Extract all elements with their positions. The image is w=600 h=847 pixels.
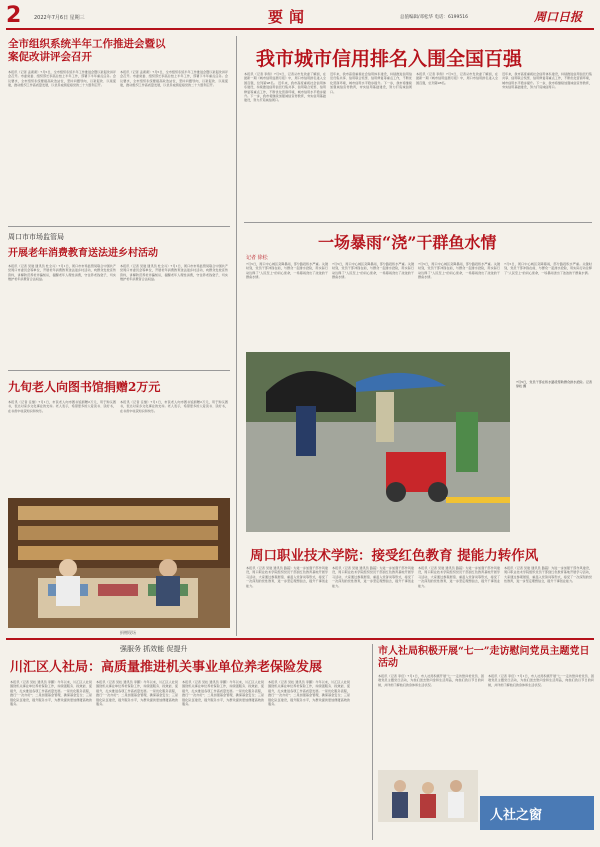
date-line: 2022年7月6日 星期三 (34, 15, 85, 21)
lead-body-col3: 本报讯（记者 李舸）7月5日，记者从市发改委了解到，在最新一期《城市信用监测月报》中，周口市信用排名进入全国百强，位列第98名。 (416, 72, 498, 85)
bottom-right-headline: 市人社局积极开展“七一”走访慰问党员主题党日活动 (378, 646, 590, 669)
photo-caption: 捐赠现场 (120, 630, 136, 635)
bottom-left-body: 本报讯（记者 吴松 通讯员 李鹏）今年以来，川汇区人社局围绕机关事业单位养老保险工作，持续强服务、抓效能、促提升，扎实推进各项工作高质量发展。一是优化服务流程，推行“一次办好”；二是加强基金管理，确保基金安全；三是强化队伍建设，提升服务水平，为群众提供更加便捷高效的服务。 (10, 680, 92, 707)
page-number: 2 (6, 3, 22, 28)
kicker: 强服务 抓效能 促提升 (120, 645, 188, 653)
library-photo-image (8, 498, 230, 628)
visit-photo-image (378, 770, 478, 822)
paper-name: 周口日报 (534, 10, 583, 24)
story-subtitle: 开展老年消费教育送法进乡村活动 (8, 248, 158, 259)
masthead-rule (6, 28, 594, 30)
lead-body: 本报讯（记者 李舸）7月5日，记者从市发改委了解到，在最新一期《城市信用监测月报》中，周口市信用排名进入全国百强，位列第98名。 近年来，我市高度重视社会信用体系建设，持续推进信用信息归集共享、信用联合奖惩、信用修复等重点工作，不断优化营商环境，城市信用水平稳步提升。下一步，我市将继续加强诚信宣传教育，夯实信用基础建设，努力打造诚信周口。 (244, 72, 326, 103)
lead-headline: 我市城市信用排名入围全国百强 (256, 48, 523, 70)
story-body: 本报讯（记者 吴建 通讯员 杜全兵）7月1日，周口市市场监管局联合中国共产党周口市委员会等单位，开展老年消费教育送法进乡村活动，向群众发放宣传资料，讲解防范养老诈骗知识，提醒老年人理性消费，守住养老钱袋子，切实维护老年消费者合法权益。 (8, 264, 116, 282)
bottom-right-body-col2: 本报讯（记者 李佳）7月1日，市人社局积极开展“七一”走访慰问老党员、困难党员主题党日活动，为他们送去慰问金和生活用品，向他们致以节日的问候，并详细了解他们的身体和生活状况。 (488, 674, 594, 687)
flood-body: 7月5日，周口中心城区突降暴雨，部分路段积水严重。关键时刻，党员干部冲锋在前，与群众一起排水抢险，用实际行动诠释了“人民至上”的初心使命，一场暴雨浇出了浓浓的干群鱼水情。 (246, 262, 328, 280)
flood-photo-image (246, 352, 510, 532)
flood-caption: 7月5日，党员干部在积水路段帮助群众排水抢险。记者 徐松 摄 (516, 380, 592, 389)
story-body-continued: 本报讯（记者 任继）7月1日，市民老人向市图书馆捐赠2万元，用于购买图书，表达对家乡文化事业的支持。老人表示，希望更多的人爱读书、读好书，在书香中收获知识和快乐。 (120, 400, 228, 413)
column-divider (372, 644, 373, 840)
bottom-left-body-col3: 本报讯（记者 吴松 通讯员 李鹏）今年以来，川汇区人社局围绕机关事业单位养老保险工作，持续强服务、抓效能、促提升，扎实推进各项工作高质量发展。一是优化服务流程，推行“一次办好”；二是加强基金管理，确保基金安全；三是强化队伍建设，提升服务水平，为群众提供更加便捷高效的服务。 (182, 680, 264, 707)
story-body-continued: 本报讯（记者 吴建 通讯员 杜全兵）7月1日，周口市市场监管局联合中国共产党周口市委员会等单位，开展老年消费教育送法进乡村活动，向群众发放宣传资料，讲解防范养老诈骗知识，提醒老年人理性消费，守住养老钱袋子，切实维护老年消费者合法权益。 (120, 264, 228, 282)
flood-body-col4: 7月5日，周口中心城区突降暴雨，部分路段积水严重。关键时刻，党员干部冲锋在前，与群众一起排水抢险，用实际行动诠释了“人民至上”的初心使命，一场暴雨浇出了浓浓的干群鱼水情。 (504, 262, 592, 275)
college-body-col2: 本报讯（记者 吴建 通讯员 路超）为进一步加强干部作风建设，周口职业技术学院组织党员干部到红色教育基地开展学习活动，大家通过参观展馆、重温入党誓词等形式，接受了一次深刻的党性教育，进一步坚定理想信念，提升干事创业能力。 (332, 566, 414, 588)
bottom-left-body-col4: 本报讯（记者 吴松 通讯员 李鹏）今年以来，川汇区人社局围绕机关事业单位养老保险工作，持续强服务、抓效能、促提升，扎实推进各项工作高质量发展。一是优化服务流程，推行“一次办好”；二是加强基金管理，确保基金安全；三是强化队伍建设，提升服务水平，为群众提供更加便捷高效的服务。 (268, 680, 350, 707)
column-title: 人社之窗 (490, 808, 543, 823)
column-divider (236, 36, 237, 636)
section-title: 要闻 (268, 8, 311, 26)
divider (8, 226, 230, 227)
story-title: 全市组织系统半年工作推进会暨以案促改讲评会召开 (8, 38, 166, 63)
bottom-left-headline: 川汇区人社局：高质量推进机关事业单位养老保险发展 (10, 660, 323, 675)
flood-headline: 一场暴雨“浇”干群鱼水情 (318, 233, 497, 252)
story-title: 九旬老人向图书馆捐赠2万元 (8, 380, 161, 394)
visit-photo (378, 770, 478, 822)
bottom-left-body-col2: 本报讯（记者 吴松 通讯员 李鹏）今年以来，川汇区人社局围绕机关事业单位养老保险工作，持续强服务、抓效能、促提升，扎实推进各项工作高质量发展。一是优化服务流程，推行“一次办好”；二是加强基金管理，确保基金安全；三是强化队伍建设，提升服务水平，为群众提供更加便捷高效的服务。 (96, 680, 178, 707)
editor-line: 总值编辑/邓松华 电话：6199516 (400, 15, 468, 20)
bottom-section-rule (6, 638, 594, 640)
byline: 记者 徐松 (246, 255, 268, 261)
college-headline: 周口职业技术学院：接受红色教育 提能力转作风 (250, 548, 539, 564)
flood-body-col2: 7月5日，周口中心城区突降暴雨，部分路段积水严重。关键时刻，党员干部冲锋在前，与群众一起排水抢险，用实际行动诠释了“人民至上”的初心使命，一场暴雨浇出了浓浓的干群鱼水情。 (332, 262, 414, 280)
college-body: 本报讯（记者 吴建 通讯员 路超）为进一步加强干部作风建设，周口职业技术学院组织党员干部到红色教育基地开展学习活动，大家通过参观展馆、重温入党誓词等形式，接受了一次深刻的党性教育，进一步坚定理想信念，提升干事创业能力。 (246, 566, 328, 588)
divider (244, 222, 592, 223)
college-body-col3: 本报讯（记者 吴建 通讯员 路超）为进一步加强干部作风建设，周口职业技术学院组织党员干部到红色教育基地开展学习活动，大家通过参观展馆、重温入党誓词等形式，接受了一次深刻的党性教育，进一步坚定理想信念，提升干事创业能力。 (418, 566, 500, 588)
college-body-col4: 本报讯（记者 吴建 通讯员 路超）为进一步加强干部作风建设，周口职业技术学院组织党员干部到红色教育基地开展学习活动，大家通过参观展馆、重温入党誓词等形式，接受了一次深刻的党性教育，进一步坚定理想信念，提升干事创业能力。 (504, 566, 592, 584)
story-body: 本报讯（记者 孟素素）7月5日，全市组织系统半年工作推进会暨以案促改讲评会召开。市委常委、组织部长李高总结上半年工作，部署下半年重点任务。会议要求，全市组织系统要提高政治站位，坚持问题导向，以案促改、以案促建，推动组织工作高质量发展，以优异成绩迎接党的二十大胜利召开。 (8, 70, 116, 88)
divider (8, 370, 230, 371)
column-banner (480, 796, 594, 830)
story-title: 周口市市场监管局 (8, 233, 64, 241)
lead-body-col4: 近年来，我市高度重视社会信用体系建设，持续推进信用信息归集共享、信用联合奖惩、信用修复等重点工作，不断优化营商环境，城市信用水平稳步提升。下一步，我市将继续加强诚信宣传教育，夯实信用基础建设，努力打造诚信周口。 (502, 72, 592, 90)
flood-body-col3: 7月5日，周口中心城区突降暴雨，部分路段积水严重。关键时刻，党员干部冲锋在前，与群众一起排水抢险，用实际行动诠释了“人民至上”的初心使命，一场暴雨浇出了浓浓的干群鱼水情。 (418, 262, 500, 280)
lead-body-col2: 近年来，我市高度重视社会信用体系建设，持续推进信用信息归集共享、信用联合奖惩、信用修复等重点工作，不断优化营商环境，城市信用水平稳步提升。下一步，我市将继续加强诚信宣传教育，夯实信用基础建设，努力打造诚信周口。 (330, 72, 412, 94)
library-photo (8, 498, 230, 628)
story-body-continued: 本报讯（记者 孟素素）7月5日，全市组织系统半年工作推进会暨以案促改讲评会召开。市委常委、组织部长李高总结上半年工作，部署下半年重点任务。会议要求，全市组织系统要提高政治站位，坚持问题导向，以案促改、以案促建，推动组织工作高质量发展，以优异成绩迎接党的二十大胜利召开。 (120, 70, 228, 88)
bottom-right-body: 本报讯（记者 李佳）7月1日，市人社局积极开展“七一”走访慰问老党员、困难党员主题党日活动，为他们送去慰问金和生活用品，向他们致以节日的问候，并详细了解他们的身体和生活状况。 (378, 674, 484, 687)
story-body: 本报讯（记者 任继）7月1日，市民老人向市图书馆捐赠2万元，用于购买图书，表达对家乡文化事业的支持。老人表示，希望更多的人爱读书、读好书，在书香中收获知识和快乐。 (8, 400, 116, 413)
flood-photo (246, 352, 510, 532)
